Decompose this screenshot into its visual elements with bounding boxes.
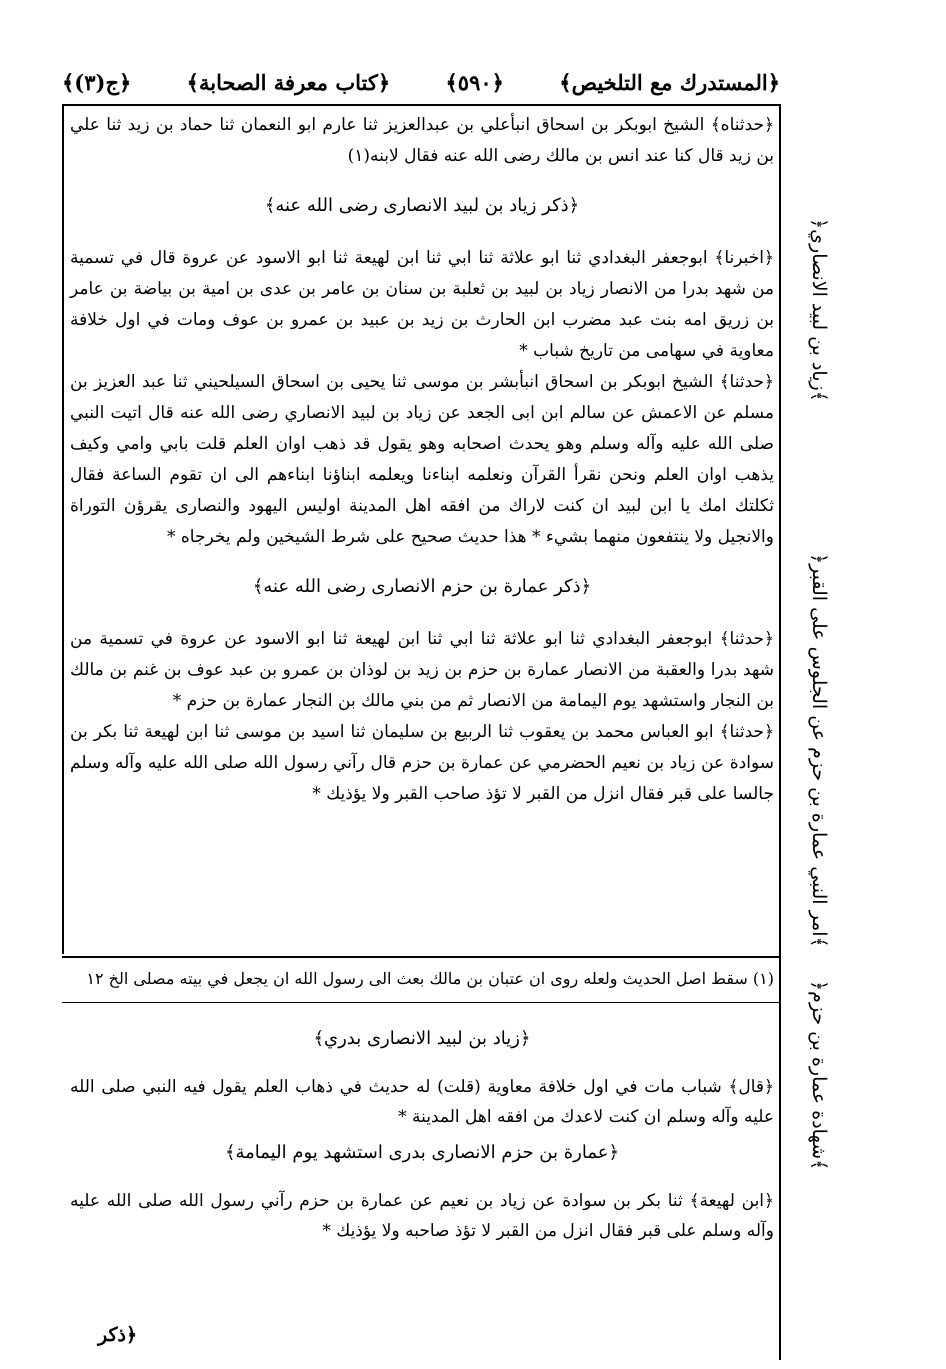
side-note: ﴿شهادة عمارة بن حزم﴾ — [808, 979, 830, 1171]
summary-paragraph: ﴿قال﴾ شباب مات في اول خلافة معاوية (قلت) له حديث في ذهاب العلم يقول فيه النبي صلى الله عليه وآله وسلم ان كنت لاعدك من افقه اهل المدينة * — [70, 1077, 774, 1127]
section-heading: ﴿ذكر عمارة بن حزم الانصاری رضی الله عنه﴾ — [252, 576, 592, 597]
catchword: ﴿ذكر — [98, 1324, 138, 1346]
section-heading: ﴿ذكر زياد بن لبيد الانصاری رضی الله عنه﴾ — [264, 195, 580, 216]
margin-rule — [779, 104, 781, 1360]
summary-text — [70, 1018, 774, 1288]
hadith-paragraph: ﴿حدثنا﴾ ابو العباس محمد بن يعقوب ثنا الربيع بن سليمان ثنا اسيد بن موسى ثنا ابن لهيعة ثنا بكر بن سوادة عن زياد بن نعيم الحضرمي عن عمارة بن حزم قال رآني رسول الله صلى الله عليه وآله وسلم جالسا على قبر فقال انزل من القبر لا تؤذ صاحب القبر ولا يؤذيك * — [70, 722, 774, 804]
header-page-number: ﴿٥٩٠﴾ — [445, 69, 504, 95]
side-note: ﴿امر النبي عمارة بن حزم عن الجلوس على القبر﴾ — [808, 552, 830, 948]
hadith-paragraph: ﴿حدثنا﴾ ابوجعفر البغدادي ثنا ابو علاثة ثنا ابي ثنا ابن لهيعة ثنا ابو الاسود عن عروة في تسمية من شهد بدرا والعقبة من الانصار عمارة بن حزم بن زيد بن لوذان بن عمرو بن عبد عوف بن غنم بن مالك بن النجار واستشهد يوم اليمامة من الانصار ثم من بني مالك بن النجار عمارة بن حزم * — [70, 629, 774, 711]
summary-heading: ﴿عمارة بن حزم الانصاری بدری استشهد يوم اليمامة﴾ — [224, 1142, 620, 1163]
main-text — [70, 110, 774, 950]
summary-heading: ﴿زياد بن لبيد الانصاری بدري﴾ — [313, 1028, 531, 1049]
footnote: (١) سقط اصل الحديث ولعله روى ان عتبان بن مالك بعث الى رسول الله ان يجعل في بيته مصلى الخ ١٢ — [86, 969, 774, 988]
header-volume: ﴿ج(٣)﴾ — [62, 69, 132, 95]
hadith-paragraph: ﴿حدثناه﴾ الشيخ ابوبكر بن اسحاق انبأعلي بن عبدالعزيز ثنا عارم ابو النعمان ثنا حماد بن زيد ثنا علي بن زيد قال كنا عند انس بن مالك رضى الله عنه فقال لابنه(١) — [70, 115, 774, 166]
hadith-paragraph: ﴿حدثنا﴾ الشيخ ابوبكر بن اسحاق انبأبشر بن موسى ثنا يحيى بن اسحاق السيلحيني ثنا عبد العزيز بن مسلم عن الاعمش عن سالم ابن ابى الجعد عن زياد بن لبيد الانصاري رضى الله عنه قال اتيت النبي صلى الله عليه وآله وسلم وهو يحدث اصحابه وهو يقول قد ذهب اوان العلم قلت بابي وامي وكيف يذهب اوان العلم ونحن نقرأ القرآن ونعلمه ابناءنا ويعلمه ابناؤنا ابناءهم الى ان تقوم الساعة فقال ثكلتك امك يا ابن لبيد ان كنت لاراك من افقه اهل المدينة اوليس اليهود والنصارى يقرؤن التوراة والانجيل ولا ينتفعون منهما بشيء * هذا حديث صحيح على شرط الشيخين ولم يخرجاه * — [70, 372, 774, 547]
left-border-rule — [62, 104, 64, 954]
header-section-title: ﴿كتاب معرفة الصحابة﴾ — [186, 69, 391, 95]
summary-paragraph: ﴿ابن لهيعة﴾ ثنا بكر بن سوادة عن زياد بن نعيم عن عمارة بن حزم رآني رسول الله صلى الله عليه وآله وسلم على قبر فقال انزل من القبر لا تؤذ صاحبه ولا يؤذيك * — [70, 1191, 774, 1241]
header-rule — [62, 104, 780, 106]
hadith-paragraph: ﴿اخبرنا﴾ ابوجعفر البغدادي ثنا ابو علاثة ثنا ابي ثنا ابن لهيعة ثنا ابو الاسود عن عروة قال في تسمية من شهد بدرا من الانصار زياد بن لبيد بن ثعلبة بن سنان بن عامر بن عدی بن امية بن بياضة بن عامر بن زريق امه بنت عبد مضرب ابن الحارث بن زيد بن عبيد بن عمرو بن عوف ومات في اول خلافة معاوية في سهامی من تاريخ شباب * — [70, 248, 774, 361]
footnote-rule — [62, 956, 780, 958]
footnote-bottom-rule — [62, 1002, 780, 1003]
header-book-title: ﴿المستدرك مع التلخيص﴾ — [559, 69, 780, 95]
side-note: ﴿زياد بن لبيد الانصاري﴾ — [808, 218, 830, 402]
running-header — [62, 62, 780, 102]
